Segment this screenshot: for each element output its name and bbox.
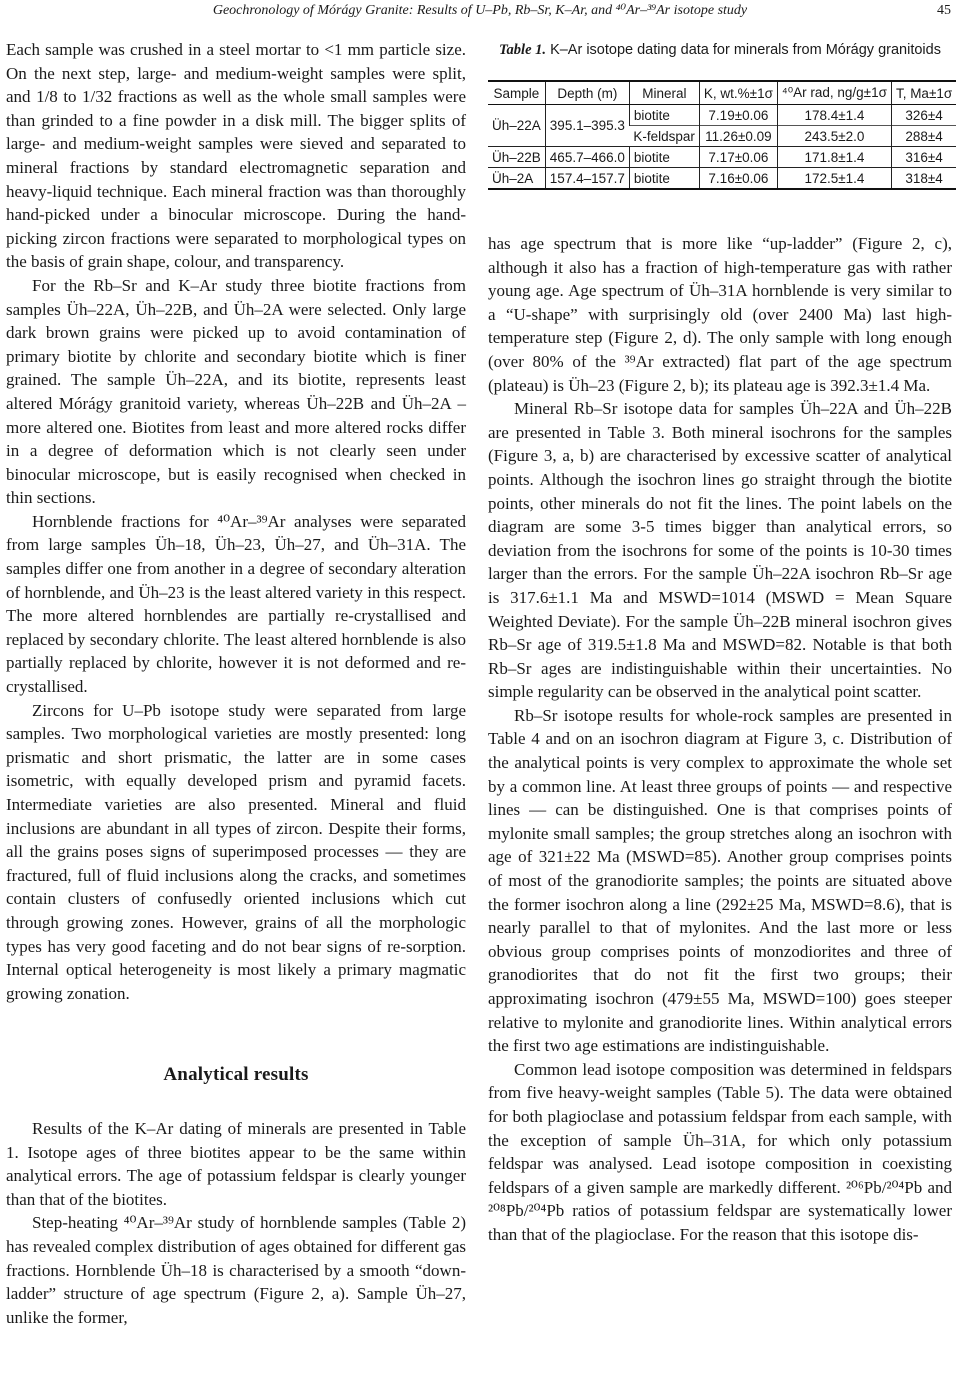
cell-t: 288±4 [891,126,956,147]
cell-depth: 157.4–157.7 [545,168,629,190]
paragraph: Rb–Sr isotope results for whole-rock samples are presented in Table 4 and on an isochron diagram at Figure 3, c. Distribution of the analytical points is very complex to approximate the whole set by a common line. At least three groups of points — and respective lines — can be distinguished. One is that comprises points of mylonite small samples; the group stretches along an isochron with age of 321±22 Ma (MSWD=85). Another group comprises points of most of the granodiorite samples; the points are situated above the former isochron along a line (292±25 Ma, MSWD=8.6), that is nearly parallel to that of mylonites. And the last more or less obvious group comprises points of monzodiorites and three of granodiorites that do not fit the first two groups; their approximating isochron (479±55 Ma, MSWD=100) goes steeper relative to mylonite and granodiorite lines. Within analytical errors the first two age estimations are indistinguishable. [488,705,952,1056]
page-number: 45 [937,3,951,18]
cell-mineral: K-feldspar [629,126,699,147]
table-label: Table 1. [499,42,547,58]
ka-ar-table [488,80,956,190]
cell-t: 316±4 [891,147,956,168]
header-cell: K, wt.%±1σ [699,81,777,105]
cell-ar: 172.5±1.4 [777,168,891,190]
table-header-row [488,81,956,105]
cell-mineral: biotite [629,105,699,126]
cell-sample: Üh–2A [488,168,545,190]
cell-t: 318±4 [891,168,956,190]
cell-mineral: biotite [629,168,699,190]
paragraph: Each sample was crushed in a steel mortar to <1 mm particle size. On the next step, large- and medium-weight samples were split, and 1/8 to 1/32 fractions as well as the whole small samples were than grinded to a fine powder in a disk mill. The bigger splits of large- and medium-weight samples were sieved and separated to mineral fractions by standard electromagnetic separation and heavy-liquid technique. Each mineral fraction was than thoroughly hand-picked under a binocular microscope. During the hand-picking zircon fractions were separated to morphological types on the basis of grain shape, colour, and transparency. [6,40,466,272]
running-title: Geochronology of Mórágy Granite: Results of U–Pb, Rb–Sr, K–Ar, and ⁴⁰Ar–³⁹Ar isotope study [212,3,748,18]
header-cell: ⁴⁰Ar rad, ng/g±1σ [777,81,891,105]
header-cell: Sample [488,81,545,105]
cell-depth: 395.1–395.3 [545,105,629,147]
cell-k: 7.16±0.06 [699,168,777,190]
header-cell: Depth (m) [545,81,629,105]
section-heading: Analytical results [163,1064,309,1086]
paragraph: For the Rb–Sr and K–Ar study three biotite fractions from samples Üh–22A, Üh–22B, and Üh–2A were selected. Only large dark brown grains were picked up to avoid contamination of primary biotite by chlorite and secondary biotite which is finer grained. The sample Üh–22A, and its biotite, represents least altered Mórágy granitoid variety, whereas Üh–22B and Üh–2A – more altered one. Biotites from least and more altered rocks differ in a degree of deformation which is not clearly seen under binocular microscope, but is easily recognised when checked in thin sections. [6,275,466,508]
table-caption-text: K–Ar isotope dating data for minerals from Mórágy granitoids [550,42,941,58]
cell-ar: 243.5±2.0 [777,126,891,147]
right-column [488,232,952,1247]
paragraph: Zircons for U–Pb isotope study were separated from large samples. Two morphological varieties are mostly presented: long prismatic and short prismatic, the latter are in some cases isometric, with equally developed prism and pyramid facets. Intermediate varieties are also presented. Mineral and fluid inclusions are abundant in all types of zircon. Despite their forms, all the grains poses signs of superimposed processes — they are fractured, full of fluid inclusions along the cracks, and sometimes contain clusters of confusedly oriented inclusions which cut through growing zones. However, grains of all the morphologic types has very good faceting and do not bear signs of re-sorption. Internal optical heterogeneity is most likely a primary magmatic growing zonation. [6,700,466,1003]
cell-t: 326±4 [891,105,956,126]
table-row [488,105,956,126]
cell-mineral: biotite [629,147,699,168]
cell-sample: Üh–22B [488,147,545,168]
cell-k: 11.26±0.09 [699,126,777,147]
left-column [6,38,466,1329]
cell-sample: Üh–22A [488,105,545,147]
paragraph: Mineral Rb–Sr isotope data for samples Üh–22A and Üh–22B are presented in Table 3. Both mineral isochrons for the samples (Figure 3, a, b) are characterised by excessive scatter of analytical points. Although the isochron lines go straight through the biotite points, other minerals do not fit the lines. The point labels on the diagram are some 3-5 times bigger than analytical errors, so deviation from the isochrons for some of the points is 10-30 times larger than the errors. For the sample Üh–22A isochron Rb–Sr age is 317.6±1.1 Ma and MSWD=1014 (MSWD = Mean Square Weighted Deviate). For the sample Üh–22B mineral isochron gives Rb–Sr age of 319.5±1.8 Ma and MSWD=82. Notable is that both Rb–Sr ages are indistinguishable within their uncertainties. No simple regularity can be observed in the analytical point scatter. [488,399,952,702]
paragraph: Hornblende fractions for ⁴⁰Ar–³⁹Ar analyses were separated from large samples Üh–18, Üh–23, Üh–27, and Üh–31A. The samples differ one from another in a degree of secondary alteration of hornblende, and Üh–23 is the least altered variety in this respect. The more altered hornblendes are partially re-crystallised and replaced by secondary chlorite. The least altered hornblende is also partially replaced by chlorite, however it is not deformed and re-crystallised. [6,511,466,697]
table-row [488,168,956,190]
cell-ar: 171.8±1.4 [777,147,891,168]
cell-ar: 178.4±1.4 [777,105,891,126]
table-row [488,147,956,168]
running-header [0,0,960,24]
paragraph: Common lead isotope composition was determined in feldspars from five heavy-weight samples (Table 5). The data were obtained for both plagioclase and potassium feldspar from each sample, with the exception of sample Üh–31A, for which only potassium feldspar was analysed. Lead isotope composition in coexisting feldspars of a given sample are markedly different. ²⁰⁶Pb/²⁰⁴Pb and ²⁰⁸Pb/²⁰⁴Pb ratios of potassium feldspar are systematically lower than that of the plagioclase. For the reason that this isotope dis- [488,1059,952,1244]
cell-depth: 465.7–466.0 [545,147,629,168]
header-cell: T, Ma±1σ [891,81,956,105]
cell-k: 7.17±0.06 [699,147,777,168]
paragraph: Results of the K–Ar dating of minerals are presented in Table 1. Isotope ages of three biotites appear to be the same within analytical errors. The age of potassium feldspar is clearly younger than that of the biotites. [6,1118,466,1209]
table-1 [488,40,952,190]
table-caption [488,40,952,60]
paragraph: has age spectrum that is more like “up-ladder” (Figure 2, c), although it also has a fraction of high-temperature gas with rather young age. Age spectrum of Üh–31A hornblende is very similar to a “U-shape” with surprisingly old (over 2400 Ma) last high-temperature step (Figure 2, d). The only sample with long enough (over 80% of the ³⁹Ar extracted) flat part of the age spectrum (plateau) is Üh–23 (Figure 2, b); its plateau age is 392.3±1.4 Ma. [488,234,952,395]
cell-k: 7.19±0.06 [699,105,777,126]
paragraph: Step-heating ⁴⁰Ar–³⁹Ar study of hornblende samples (Table 2) has revealed complex distribution of ages obtained for different gas fractions. Hornblende Üh–18 is characterised by a smooth “down-ladder” structure of age spectrum (Figure 2, a). Sample Üh–27, unlike the former, [6,1213,466,1327]
header-cell: Mineral [629,81,699,105]
